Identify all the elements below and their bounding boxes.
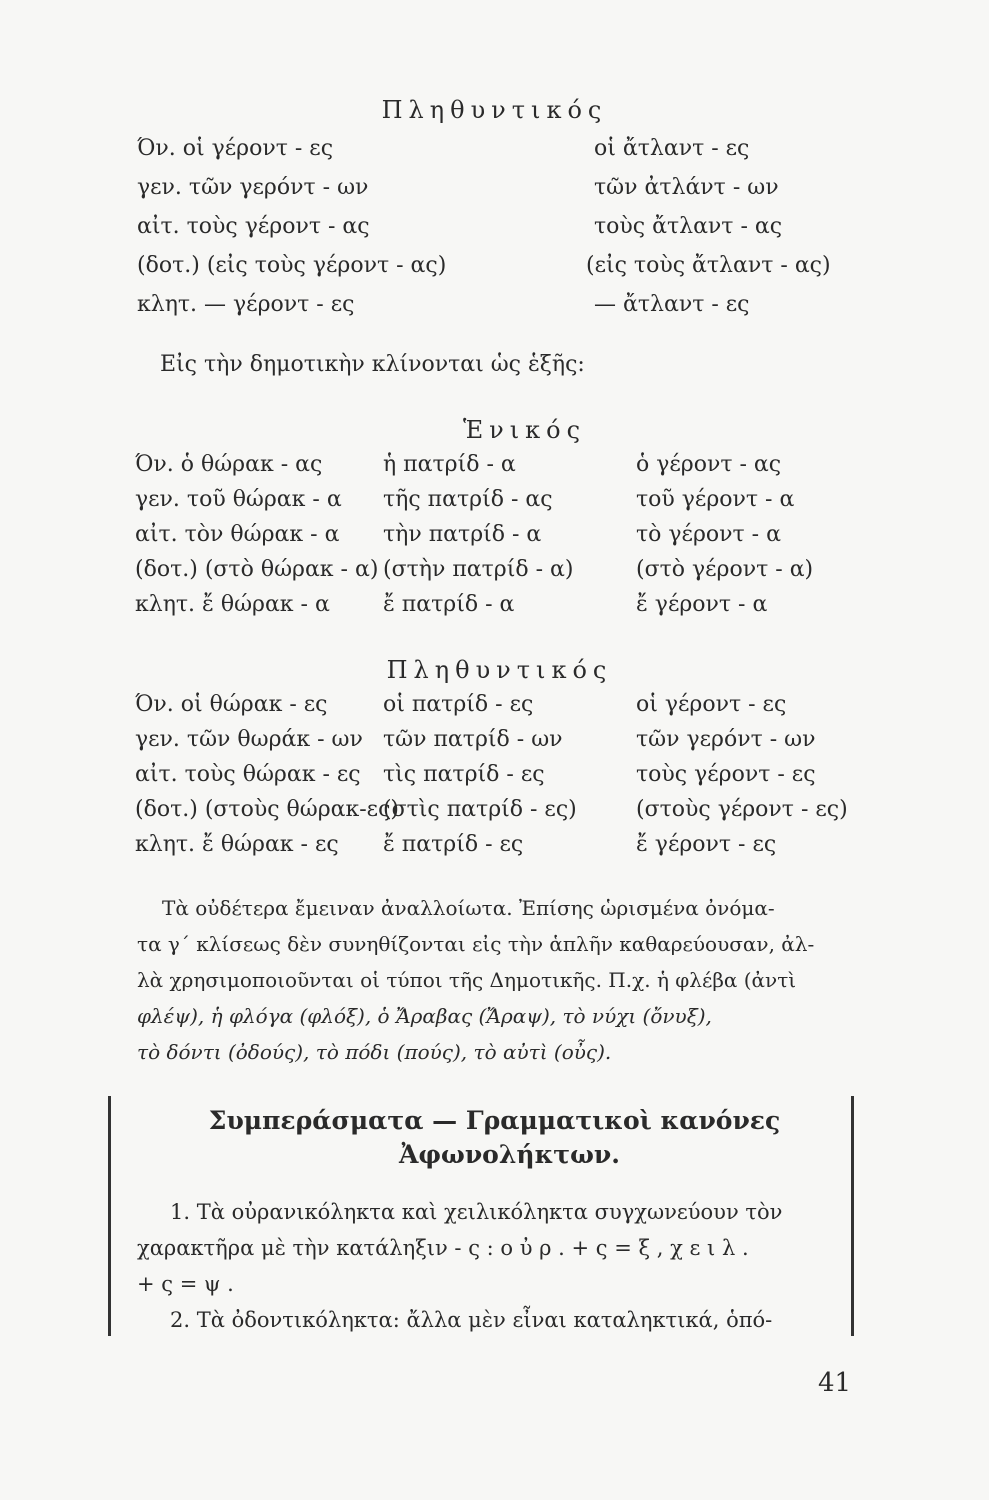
table3-row4-col1: (δοτ.) (στοὺς θώρακ-ες) (135, 797, 399, 822)
rules-title-line-2: Ἀφωνολήκτων. (399, 1140, 620, 1169)
paragraph-line-3: λὰ χρησιμοποιοῦνται οἱ τύποι τῆς Δημοτικῆς. Π.χ. ἡ φλέβα (ἀντὶ (137, 968, 797, 992)
table1-row5-col1: κλητ. — γέροντ - ες (137, 292, 355, 317)
page-number: 41 (818, 1368, 852, 1398)
table3-row1-col3: οἱ γέροντ - ες (636, 692, 787, 717)
table1-row4-col2: (εἰς τοὺς ἄτλαντ - ας) (586, 253, 831, 278)
table1-row3-col1: αἰτ. τοὺς γέροντ - ας (137, 214, 370, 239)
table2-row2-col3: τοῦ γέροντ - α (636, 487, 795, 512)
table3-row4-col2: (στὶς πατρίδ - ες) (383, 797, 577, 822)
table3-row2-col3: τῶν γερόντ - ων (636, 727, 816, 752)
table3-row5-col3: ἔ γέροντ - ες (636, 832, 777, 857)
paragraph-line-5: τὸ δόντι (ὀδούς), τὸ πόδι (πούς), τὸ αὐτὶ (οὖς). (137, 1040, 612, 1064)
demotic-intro: Εἰς τὴν δημοτικὴν κλίνονται ὡς ἑξῆς: (160, 352, 585, 377)
table1-row1-col1: Όν. οἱ γέροντ - ες (137, 136, 334, 161)
table2-row3-col2: τὴν πατρίδ - α (383, 522, 542, 547)
table2-row3-col1: αἰτ. τὸν θώρακ - α (135, 522, 340, 547)
table2-row2-col1: γεν. τοῦ θώρακ - α (135, 487, 342, 512)
table3-row4-col3: (στοὺς γέροντ - ες) (636, 797, 848, 822)
rules-line-1: 1. Τὰ οὐρανικόληκτα καὶ χειλικόληκτα συγχωνεύουν τὸν (170, 1200, 783, 1224)
rules-title-line-1: Συμπεράσματα — Γραμματικοὶ κανόνες (208, 1106, 781, 1135)
plural-heading: Πληθυντικός (381, 96, 608, 124)
table2-row4-col2: (στὴν πατρίδ - α) (383, 557, 574, 582)
table3-row1-col2: οἱ πατρίδ - ες (383, 692, 534, 717)
paragraph-line-4: φλέψ), ἡ φλόγα (φλόξ), ὁ Ἄραβας (Ἄραψ), τὸ νύχι (ὄνυξ), (137, 1004, 712, 1028)
table1-row2-col1: γεν. τῶν γερόντ - ων (137, 175, 369, 200)
paragraph-line-2: τα γ΄ κλίσεως δὲν συνηθίζονται εἰς τὴν ἁπλῆν καθαρεύουσαν, ἀλ- (137, 932, 815, 956)
table1-row4-col1: (δοτ.) (εἰς τοὺς γέροντ - ας) (137, 253, 447, 278)
table3-row1-col1: Όν. οἱ θώρακ - ες (135, 692, 328, 717)
table1-row5-col2: — ἄτλαντ - ες (594, 292, 750, 317)
rules-line-3: + ς = ψ . (137, 1272, 234, 1296)
table1-row2-col2: τῶν ἀτλάντ - ων (594, 175, 779, 200)
table2-row5-col2: ἔ πατρίδ - α (383, 592, 515, 617)
table2-row1-col3: ὁ γέροντ - ας (636, 452, 782, 477)
table2-row3-col3: τὸ γέροντ - α (636, 522, 781, 547)
table3-row3-col1: αἰτ. τοὺς θώρακ - ες (135, 762, 361, 787)
rules-line-2: χαρακτῆρα μὲ τὴν κατάληξιν - ς : ο ὐ ρ . + ς = ξ , χ ε ι λ . (137, 1236, 749, 1260)
table2-row5-col1: κλητ. ἔ θώρακ - α (135, 592, 330, 617)
table2-row1-col1: Όν. ὁ θώρακ - ας (135, 452, 323, 477)
table2-row4-col1: (δοτ.) (στὸ θώρακ - α) (135, 557, 379, 582)
rules-line-4: 2. Τὰ ὀδοντικόληκτα: ἄλλα μὲν εἶναι καταληκτικά, ὁπό- (170, 1308, 773, 1332)
table3-row3-col2: τὶς πατρίδ - ες (383, 762, 545, 787)
table3-row5-col2: ἔ πατρίδ - ες (383, 832, 524, 857)
table3-row5-col1: κλητ. ἔ θώρακ - ες (135, 832, 339, 857)
table2-row1-col2: ἡ πατρίδ - α (383, 452, 516, 477)
table1-row3-col2: τοὺς ἄτλαντ - ας (594, 214, 783, 239)
table3-row3-col3: τοὺς γέροντ - ες (636, 762, 816, 787)
table2-row2-col2: τῆς πατρίδ - ας (383, 487, 553, 512)
table3-row2-col1: γεν. τῶν θωράκ - ων (135, 727, 363, 752)
paragraph-line-1: Τὰ οὐδέτερα ἔμειναν ἀναλλοίωτα. Ἐπίσης ὡρισμένα ὀνόμα- (162, 896, 775, 920)
table3-row2-col2: τῶν πατρίδ - ων (383, 727, 563, 752)
table2-row4-col3: (στὸ γέροντ - α) (636, 557, 814, 582)
singular-heading: Ἑνικός (462, 416, 587, 444)
table2-row5-col3: ἔ γέροντ - α (636, 592, 768, 617)
table1-row1-col2: οἱ ἄτλαντ - ες (594, 136, 750, 161)
plural-heading-2: Πληθυντικός (386, 656, 613, 684)
